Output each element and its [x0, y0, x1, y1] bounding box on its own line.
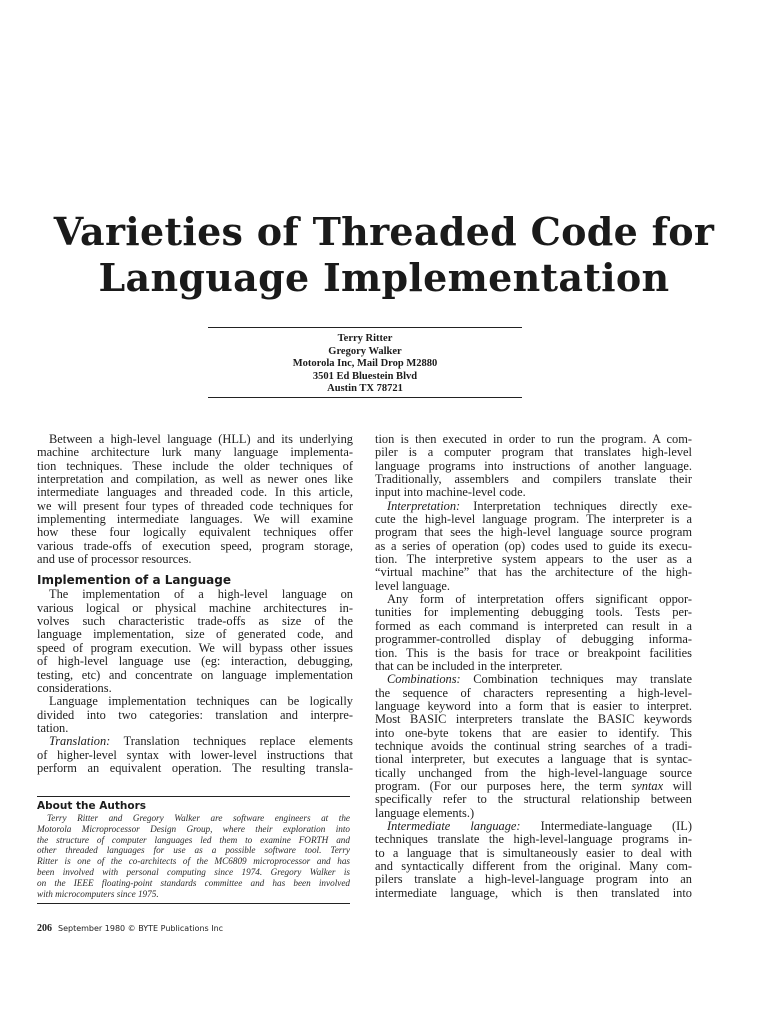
text-line: we will present four types of threaded code techniques for	[37, 498, 353, 513]
authors-bottom-rule	[37, 903, 350, 904]
combinations-paragraph	[375, 673, 692, 820]
author-name-1: Terry Ritter	[337, 333, 393, 344]
categories-paragraph	[37, 695, 353, 735]
text-line: technique avoids the continual string searches of a tradi-	[375, 738, 692, 753]
text-line: Most BASIC interpreters translate the BASIC keywords	[375, 712, 692, 727]
text-line: Any form of interpretation offers significant oppor-	[387, 592, 692, 607]
interpretation-paragraph	[375, 500, 692, 593]
author-street: 3501 Ed Bluestein Blvd	[312, 370, 418, 382]
text-line: language implementation, size of generated code, and	[37, 627, 353, 642]
text-line	[375, 500, 692, 513]
text-line: various trade-offs of execution speed, program storage,	[37, 538, 353, 553]
syntax-term: syntax	[631, 778, 664, 793]
text-line	[37, 735, 353, 748]
text-line: and use of processor resources.	[37, 552, 192, 567]
article-title	[40, 209, 728, 301]
text-line: techniques translate the high-level-language programs in-	[375, 832, 692, 847]
combinations-term: Combinations:	[387, 672, 461, 687]
text-line: and syntactically different from the original. Many com-	[375, 859, 692, 873]
text-line: tion. The interpretive system appears to the user as a	[375, 552, 692, 567]
text-line: intermediate languages and threaded code. In this article,	[37, 485, 353, 500]
text-line: Ritter is one of the co-architects of the MC6809 microprocessor and has	[37, 856, 350, 867]
text-line: language keyword into a form that is easier to interpret.	[375, 698, 692, 713]
byline-bottom-rule	[208, 397, 522, 398]
translation-term: Translation:	[49, 734, 111, 749]
text-line: the sequence of characters representing a high-level-	[375, 685, 692, 700]
text-line: specifically refer to the structural relationship between	[375, 792, 692, 807]
title-line-1: Varieties of Threaded Code for	[53, 209, 715, 254]
byline-top-rule	[208, 327, 522, 328]
text-run: program. (For our purposes here, the term	[375, 778, 632, 793]
author-city: Austin TX 78721	[327, 383, 403, 394]
text-run: will	[663, 778, 692, 793]
text-line: language elements.)	[375, 805, 475, 820]
text-line: to a language that is simultaneously easier to deal with	[375, 845, 692, 860]
text-line: tation.	[37, 720, 69, 735]
text-line: tically unchanged from the high-level-language source	[375, 765, 692, 780]
author-byline	[208, 333, 522, 396]
about-authors-heading: About the Authors	[37, 800, 147, 812]
text-line: cute the high-level language program. The interpreter is a	[375, 512, 692, 527]
text-line: tion techniques. These include the older techniques of	[37, 458, 353, 473]
text-line: Language implementation techniques can be logically	[49, 694, 353, 709]
text-line: level language.	[375, 578, 450, 593]
text-line: Motorola Microprocessor Design Group, where their exploration into	[37, 823, 350, 834]
left-column	[37, 433, 353, 775]
text-line: as a series of operation (op) codes used to guide its execu-	[375, 538, 692, 553]
text-line: into one-byte tokens that are easier to identify. This	[375, 725, 692, 740]
text-line: Traditionally, assemblers and compilers translate their	[375, 472, 692, 487]
interpretation-term: Interpretation:	[387, 498, 461, 513]
text-line: divided into two categories: translation and interpre-	[37, 707, 353, 722]
text-line: program that sees the high-level language source program	[375, 525, 692, 540]
text-line: perform an equivalent operation. The resulting transla-	[37, 760, 353, 775]
text-line: intermediate language, which is then translated into	[375, 885, 692, 900]
text-line: of high-level language use (eg: interaction, debugging,	[37, 654, 353, 669]
text-line: the structure of computer languages led them to examine FORTH and	[37, 834, 350, 845]
debugging-paragraph	[375, 593, 692, 673]
text-line: testing, etc) and concentrate on language implementation	[37, 667, 353, 682]
text-line: programmer-controlled display of debugging informa-	[375, 632, 692, 647]
authors-top-rule	[37, 796, 350, 797]
text-line: machine architecture lurk many language implementa-	[37, 445, 353, 460]
text-line: interpretation and compilation, as well as newer ones like	[37, 472, 353, 487]
text-line: pilers translate a high-level-language program into an	[375, 872, 692, 887]
text-line: how these four logically equivalent techniques offer	[37, 525, 353, 540]
text-line: volves such characteristic trade-offs as size of the	[37, 614, 353, 629]
text-line: considerations.	[37, 680, 112, 695]
text-line: “virtual machine” that has the architecture of the high-	[375, 565, 692, 580]
text-line	[375, 780, 692, 793]
intro-paragraph	[37, 433, 353, 566]
text-line: tion is then executed in order to run the program. A com-	[375, 432, 692, 446]
implementation-paragraph	[37, 588, 353, 695]
intermediate-term: Intermediate language:	[387, 818, 521, 833]
about-authors-box	[37, 796, 350, 904]
text-run: Intermediate-language (IL)	[520, 818, 692, 833]
section-heading: Implemention of a Language	[37, 573, 231, 588]
text-line: implementing intermediate languages. We will examine	[37, 512, 353, 527]
text-line: speed of program execution. We will bypass other issues	[37, 640, 353, 655]
title-line-2: Language Implementation	[98, 255, 670, 300]
page-number: 206	[37, 923, 52, 934]
text-run: Interpretation techniques directly exe-	[460, 498, 692, 513]
about-authors-text	[37, 813, 350, 899]
text-line: formed as each command is interpreted can result in a	[375, 618, 692, 633]
text-line: other threaded languages for use as a possible software tool. Terry	[37, 845, 350, 856]
author-affiliation: Motorola Inc, Mail Drop M2880	[292, 358, 438, 369]
text-line: input into machine-level code.	[375, 485, 526, 500]
text-line: that can be included in the interpreter.	[375, 658, 563, 673]
text-line: various logical or physical machine architectures in-	[37, 600, 353, 615]
text-line: of higher-level syntax with lower-level instructions that	[37, 747, 353, 762]
text-line: Terry Ritter and Gregory Walker are software engineers at the	[47, 813, 350, 823]
text-line: The implementation of a high-level language on	[49, 587, 353, 602]
text-line: with microcomputers since 1975.	[37, 888, 159, 899]
intermediate-language-paragraph	[375, 820, 692, 900]
text-run: Combination techniques may translate	[460, 672, 692, 687]
author-name-2: Gregory Walker	[328, 345, 402, 357]
text-run: Translation techniques replace elements	[110, 734, 353, 749]
text-line: tunities for implementing debugging tools. Tests per-	[375, 605, 692, 620]
page-footer	[37, 924, 223, 934]
text-line: Between a high-level language (HLL) and its underlying	[49, 432, 353, 446]
text-line	[375, 673, 692, 686]
text-line: piler is a computer program that translates high-level	[375, 445, 692, 460]
text-line	[375, 820, 692, 833]
text-line: on the IEEE floating-point standards committee and has been involved	[37, 877, 350, 888]
right-column	[375, 433, 692, 900]
text-line: tional interpreter, but executes a language that is syntac-	[375, 752, 692, 767]
text-line: been involved with personal computing since 1974. Gregory Walker is	[37, 866, 350, 877]
text-line: tion. This is the basis for trace or breakpoint facilities	[375, 645, 692, 660]
translation-continued-paragraph	[375, 433, 692, 500]
issue-credit: September 1980 © BYTE Publications Inc	[58, 924, 224, 933]
translation-paragraph	[37, 735, 353, 775]
text-line: language programs into instructions of another language.	[375, 458, 692, 473]
